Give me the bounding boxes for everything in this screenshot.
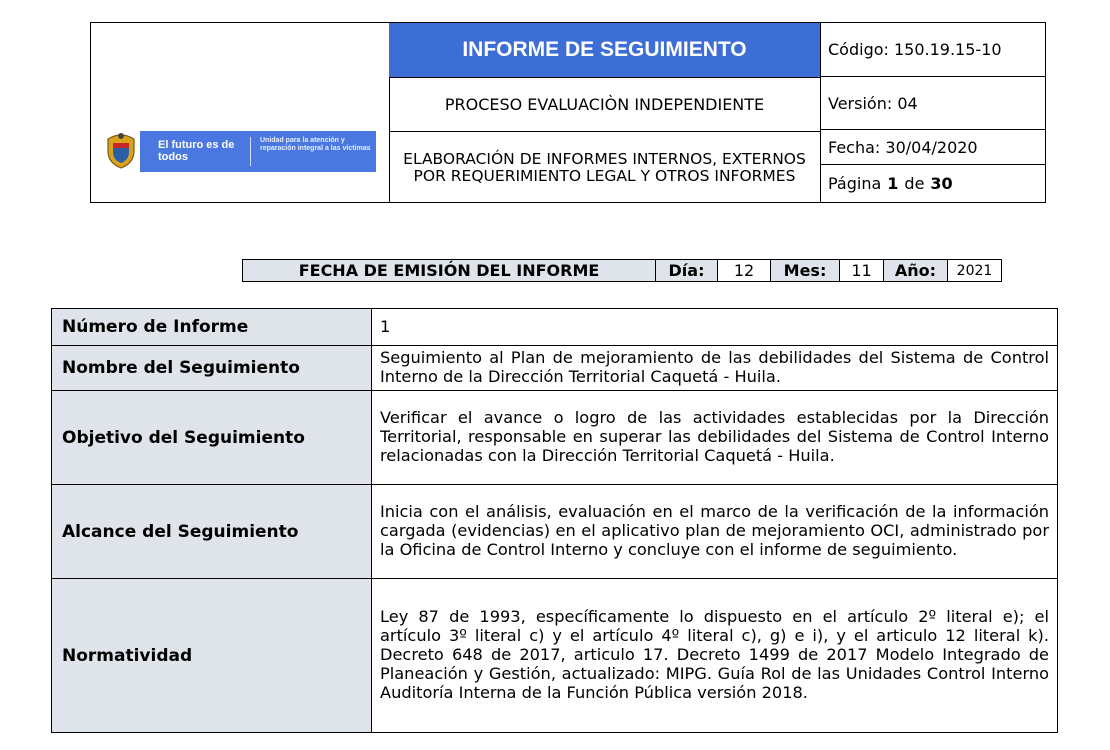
document-title: INFORME DE SEGUIMIENTO [389, 23, 820, 78]
page-total: 30 [930, 173, 953, 193]
header-middle-column [389, 23, 821, 202]
regulations-cell [372, 579, 1057, 732]
report-number-label: Número de Informe [52, 309, 372, 345]
followup-name-cell [372, 346, 1057, 390]
report-info-table [51, 308, 1058, 733]
table-row [52, 309, 1057, 346]
header-right-column [820, 23, 1045, 202]
month-label: Mes: [771, 260, 840, 281]
table-row [52, 391, 1057, 485]
scope-label: Alcance del Seguimiento [52, 485, 372, 578]
logo-cell [91, 23, 390, 202]
year-value: 2021 [948, 260, 1001, 281]
document-date: Fecha: 30/04/2020 [820, 130, 1045, 165]
objective-cell [372, 391, 1057, 484]
procedure-name: ELABORACIÓN DE INFORMES INTERNOS, EXTERNOS POR REQUERIMIENTO LEGAL Y OTROS INFORMES [403, 149, 806, 185]
logo-entity-name: Unidad para la atención y reparación integral a las víctimas [260, 137, 371, 152]
objective-label: Objetivo del Seguimiento [52, 391, 372, 484]
scope-value: Inicia con el análisis, evaluación en el marco de la verificación de la información cargada (evidencias) en el aplicativo plan de mejoramiento OCI, administrado por la Oficina de Control Interno y concluye con el informe de seguimiento. [380, 502, 1049, 559]
month-value: 11 [840, 260, 884, 281]
document-version: Versión: 04 [820, 77, 1045, 130]
process-name: PROCESO EVALUACIÒN INDEPENDIENTE [389, 78, 820, 132]
document-header [90, 22, 1046, 203]
page-prefix: Página [828, 173, 882, 193]
table-row [52, 579, 1057, 732]
logo-divider [250, 137, 251, 166]
scope-cell [372, 485, 1057, 578]
regulations-label: Normatividad [52, 579, 372, 732]
regulations-value: Ley 87 de 1993, específicamente lo dispuesto en el artículo 2º literal e); el artículo 3º literal c) y el artículo 4º literal c), g) e i), y el articulo 12 literal k). Decreto 648 de 2017, articulo 17. Decreto 1499 de 2017 Modelo Integrado de Planeación y Gestión, actualizado: MIPG. Guía Rol de las Unidades Control Interno Auditoría Interna de la Función Pública versión 2018. [380, 607, 1049, 702]
table-row [52, 485, 1057, 579]
logo-banner [140, 131, 376, 172]
report-number-cell [372, 309, 1057, 345]
followup-name-label: Nombre del Seguimiento [52, 346, 372, 390]
document-code: Código: 150.19.15-10 [820, 23, 1045, 77]
logo-slogan: El futuro es de todos [158, 139, 235, 163]
report-number-value: 1 [380, 316, 391, 336]
table-row [52, 346, 1057, 391]
day-value: 12 [718, 260, 771, 281]
followup-name-value: Seguimiento al Plan de mejoramiento de las debilidades del Sistema de Control Interno de la Dirección Territorial Caquetá - Huila. [380, 348, 1049, 386]
day-label: Día: [656, 260, 718, 281]
page-number: 1 [887, 173, 899, 193]
issue-date-row [242, 259, 1002, 282]
year-label: Año: [884, 260, 948, 281]
coat-of-arms-icon [104, 131, 138, 169]
objective-value: Verificar el avance o logro de las actividades establecidas por la Dirección Territorial, responsable en superar las debilidades del Sistema de Control Interno relacionadas con la Dirección Territorial Caquetá - Huila. [380, 408, 1049, 465]
page-indicator [820, 165, 1045, 201]
organization-logo [104, 127, 376, 177]
page-mid: de [904, 173, 925, 193]
issue-date-label: FECHA DE EMISIÓN DEL INFORME [243, 260, 656, 281]
